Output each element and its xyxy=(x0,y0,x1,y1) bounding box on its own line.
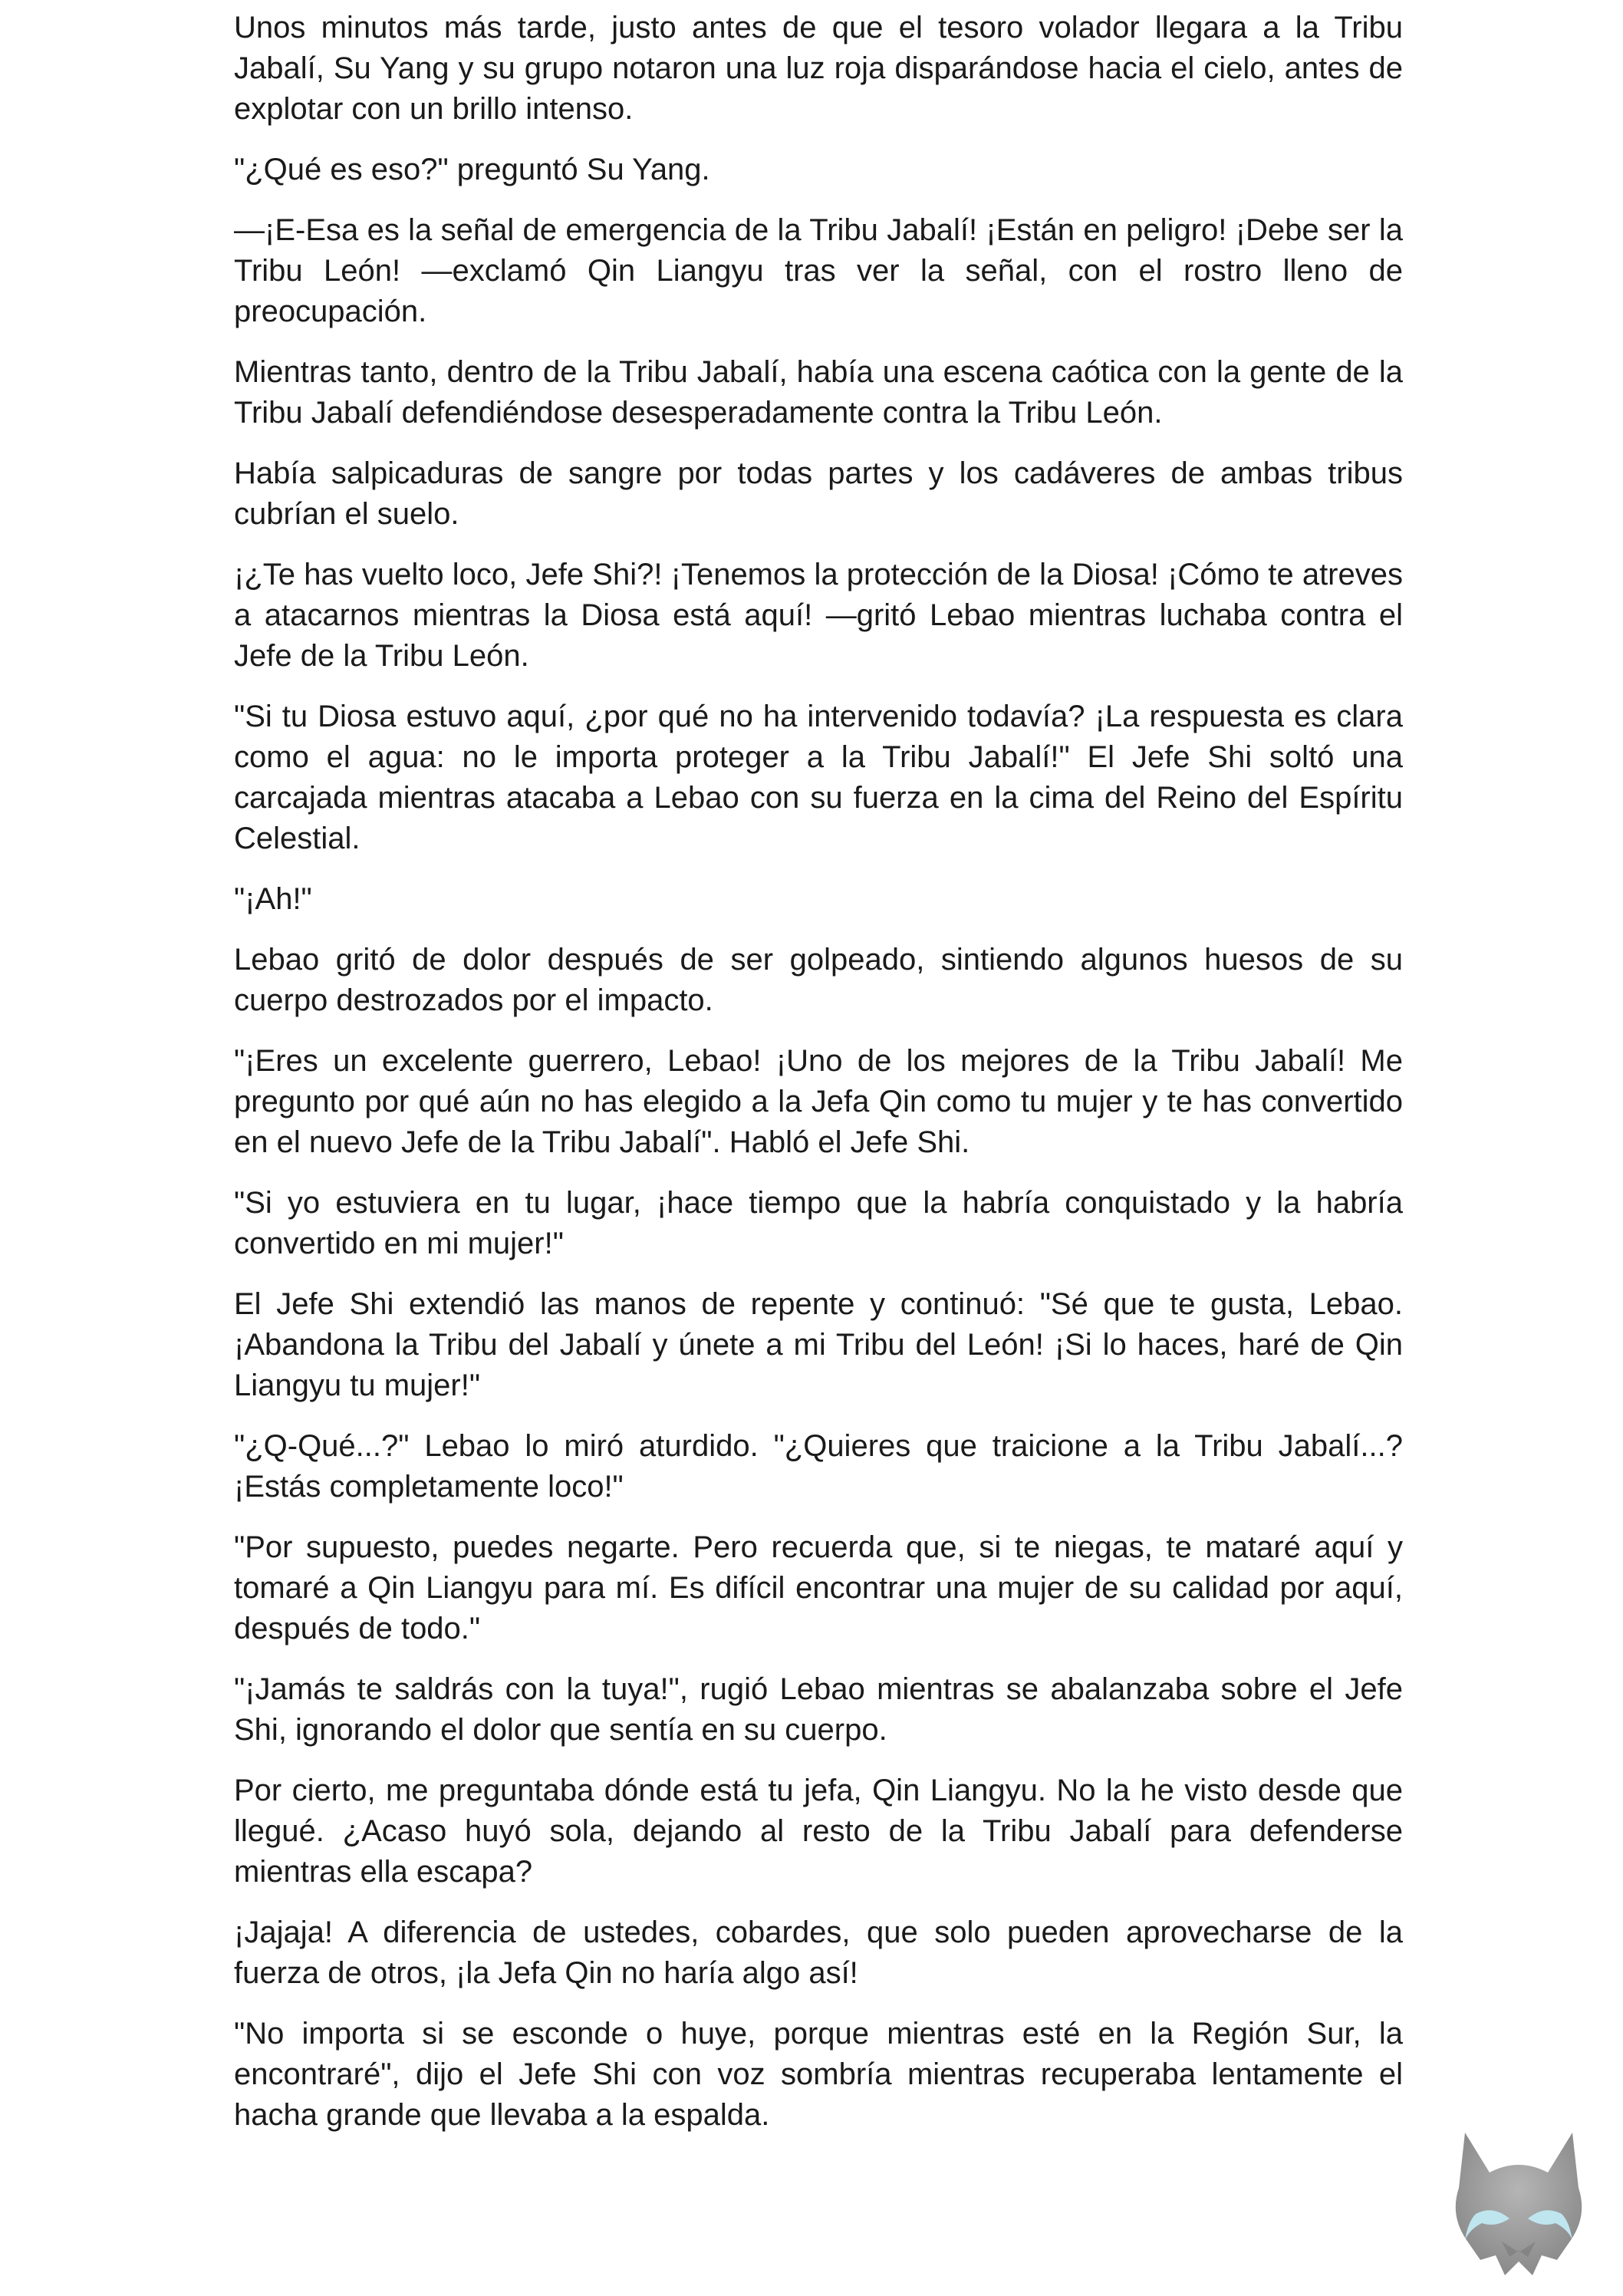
paragraph: Lebao gritó de dolor después de ser golpeado, sintiendo algunos huesos de su cuerpo destrozados por el impacto. xyxy=(234,943,1403,1017)
demon-head-logo-icon xyxy=(1442,2125,1595,2286)
paragraph: "¡Jamás te saldrás con la tuya!", rugió Lebao mientras se abalanzaba sobre el Jefe Shi, ignorando el dolor que sentía en su cuerpo. xyxy=(234,1672,1403,1747)
paragraph: "¡Eres un excelente guerrero, Lebao! ¡Uno de los mejores de la Tribu Jabalí! Me pregunto por qué aún no has elegido a la Jefa Qin como tu mujer y te has convertido en el nuevo Jefe de la Tribu Jabalí". Habló el Jefe Shi. xyxy=(234,1044,1403,1159)
paragraph: Mientras tanto, dentro de la Tribu Jabalí, había una escena caótica con la gente de la Tribu Jabalí defendiéndose desesperadamente contra la Tribu León. xyxy=(234,355,1403,430)
paragraph: —¡E-Esa es la señal de emergencia de la Tribu Jabalí! ¡Están en peligro! ¡Debe ser la Tribu León! —exclamó Qin Liangyu tras ver la señal, con el rostro lleno de preocupación. xyxy=(234,213,1403,328)
paragraph: "No importa si se esconde o huye, porque mientras esté en la Región Sur, la encontraré", dijo el Jefe Shi con voz sombría mientras recuperaba lentamente el hacha grande que llevaba a la espalda. xyxy=(234,2017,1403,2132)
paragraph: ¡Jajaja! A diferencia de ustedes, cobardes, que solo pueden aprovecharse de la fuerza de otros, ¡la Jefa Qin no haría algo así! xyxy=(234,1916,1403,1990)
paragraph: "¡Ah!" xyxy=(234,882,312,916)
paragraph: "¿Q-Qué...?" Lebao lo miró aturdido. "¿Quieres que traicione a la Tribu Jabalí...? ¡Estás completamente loco!" xyxy=(234,1429,1403,1504)
paragraph: "Por supuesto, puedes negarte. Pero recuerda que, si te niegas, te mataré aquí y tomaré a Qin Liangyu para mí. Es difícil encontrar una mujer de su calidad por aquí, después de todo." xyxy=(234,1530,1403,1645)
paragraph: Unos minutos más tarde, justo antes de que el tesoro volador llegara a la Tribu Jabalí, Su Yang y su grupo notaron una luz roja disparándose hacia el cielo, antes de explotar con un brillo intenso. xyxy=(234,11,1403,126)
paragraph: Por cierto, me preguntaba dónde está tu jefa, Qin Liangyu. No la he visto desde que llegué. ¿Acaso huyó sola, dejando al resto de la Tribu Jabalí para defenderse mientras ella escapa? xyxy=(234,1774,1403,1889)
paragraph: ¡¿Te has vuelto loco, Jefe Shi?! ¡Tenemos la protección de la Diosa! ¡Cómo te atreves a atacarnos mientras la Diosa está aquí! —gritó Lebao mientras luchaba contra el Jefe de la Tribu León. xyxy=(234,558,1403,673)
chapter-text xyxy=(234,8,1403,2156)
paragraph: "Si tu Diosa estuvo aquí, ¿por qué no ha intervenido todavía? ¡La respuesta es clara como el agua: no le importa proteger a la Tribu Jabalí!" El Jefe Shi soltó una carcajada mientras atacaba a Lebao con su fuerza en la cima del Reino del Espíritu Celestial. xyxy=(234,700,1403,855)
demon-head-shape xyxy=(1456,2133,1582,2275)
paragraph: Había salpicaduras de sangre por todas partes y los cadáveres de ambas tribus cubrían el suelo. xyxy=(234,456,1403,531)
paragraph: "¿Qué es eso?" preguntó Su Yang. xyxy=(234,153,710,186)
paragraph: "Si yo estuviera en tu lugar, ¡hace tiempo que la habría conquistado y la habría convertido en mi mujer!" xyxy=(234,1186,1403,1260)
paragraph: El Jefe Shi extendió las manos de repente y continuó: "Sé que te gusta, Lebao. ¡Abandona la Tribu del Jabalí y únete a mi Tribu del León! ¡Si lo haces, haré de Qin Liangyu tu mujer!" xyxy=(234,1287,1403,1402)
